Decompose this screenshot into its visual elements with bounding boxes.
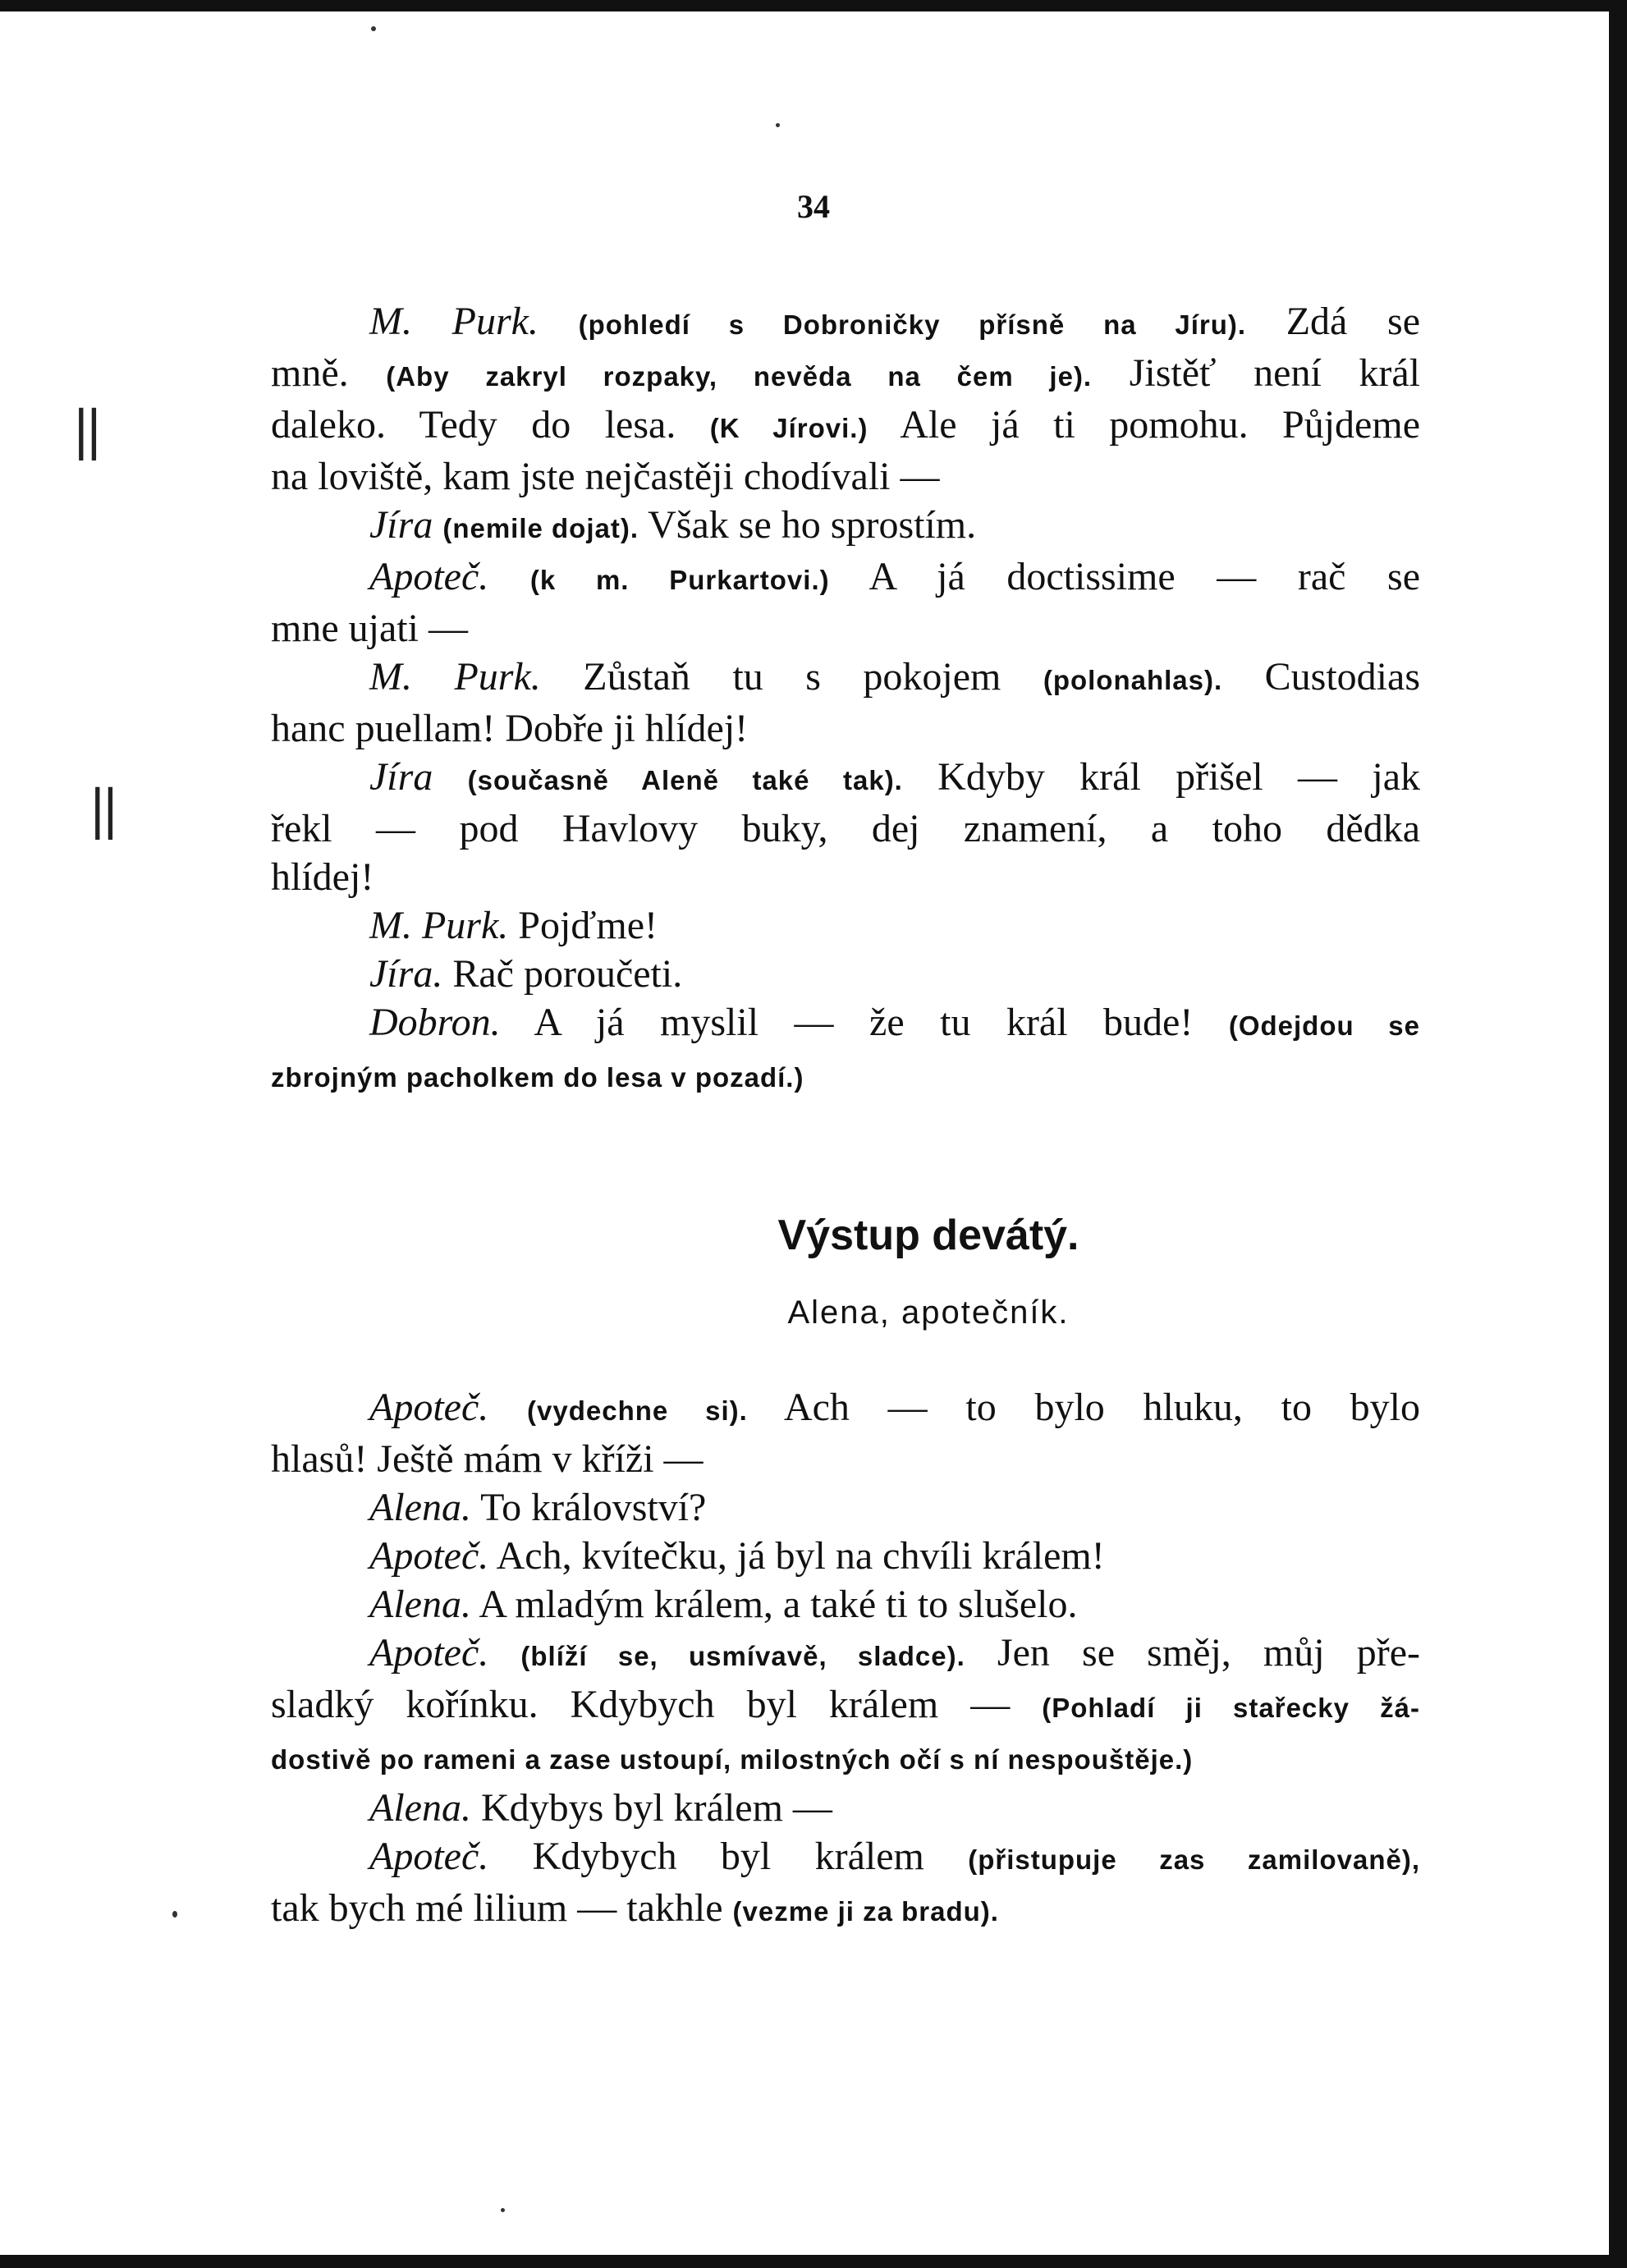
text-line — [271, 1580, 1420, 1629]
speaker-name: Jíra. — [369, 952, 443, 996]
stage-direction: dostivě po rameni a zase ustoupí, milostných očí s ní nespouštěje.) — [271, 1744, 1194, 1775]
line-text: Zdá se — [1246, 300, 1420, 343]
line-text — [488, 1631, 520, 1675]
line-text: A já doctissime — rač se — [829, 555, 1421, 598]
line-text: mne ujati — — [271, 607, 468, 650]
line-text: Custodias — [1222, 655, 1421, 699]
stage-direction: (přistupuje zas zamilovaně), — [968, 1844, 1420, 1875]
line-text: Ach, kvítečku, já byl na chvíli králem! — [488, 1534, 1105, 1578]
line-text: hlasů! Ještě mám v kříži — — [271, 1437, 704, 1481]
dialogue-block-2 — [271, 1383, 1420, 1936]
text-line — [271, 1383, 1420, 1435]
stage-direction: zbrojným pacholkem do lesa v pozadí.) — [271, 1062, 804, 1093]
line-text: mně. — [271, 351, 387, 395]
margin-annotation: || — [89, 780, 115, 841]
speaker-name: Jíra — [369, 503, 433, 547]
line-text: Pojďme! — [508, 904, 658, 947]
text-line — [271, 1680, 1420, 1732]
line-text: A mladým králem, a také ti to slušelo. — [470, 1583, 1078, 1626]
speaker-name: Apoteč. — [369, 1386, 489, 1429]
speaker-name: Apoteč. — [369, 555, 489, 598]
line-text: tak bych mé lilium — takhle — [271, 1886, 733, 1930]
line-text: hlídej! — [271, 855, 374, 899]
text-line — [271, 804, 1420, 853]
stage-direction: (k m. Purkartovi.) — [529, 565, 830, 595]
line-text: Jistěť není král — [1092, 351, 1420, 395]
text-line — [271, 901, 1420, 950]
paper-speck — [371, 26, 376, 31]
line-text: Ach — to bylo hluku, to bylo — [747, 1386, 1421, 1429]
text-line — [271, 1483, 1420, 1532]
speaker-name: M. Purk. — [369, 655, 541, 699]
speaker-name: Alena. — [369, 1583, 471, 1626]
speaker-name: Apoteč. — [369, 1534, 489, 1578]
speaker-name: Apoteč. — [369, 1631, 489, 1675]
text-line — [271, 501, 1420, 552]
line-text — [488, 1386, 527, 1429]
line-text: Rač poroučeti. — [442, 952, 683, 996]
speaker-name: Apoteč. — [369, 1835, 489, 1878]
line-text: A já myslil — že tu král bude! — [500, 1001, 1229, 1044]
paper-speck — [501, 2208, 505, 2212]
stage-direction: (Pohladí ji stařecky žá- — [1042, 1693, 1420, 1723]
text-line — [271, 1050, 1420, 1102]
line-text: Ale já ti pomohu. Půjdeme — [868, 403, 1420, 447]
text-line — [271, 452, 1420, 501]
text-line — [271, 552, 1420, 604]
dialogue-block-1 — [271, 297, 1420, 1102]
text-line — [271, 1629, 1420, 1680]
scene-persons: Alena, apotečník. — [787, 1294, 1070, 1331]
stage-direction: (nemile dojat). — [442, 513, 639, 543]
line-text: daleko. Tedy do lesa. — [271, 403, 710, 447]
text-line — [271, 1832, 1420, 1884]
line-text: řekl — pod Havlovy buky, dej znamení, a toho dědka — [271, 807, 1420, 850]
paper-speck — [776, 123, 780, 127]
margin-annotation: || — [72, 401, 99, 461]
page-number: 34 — [797, 188, 830, 225]
text-line — [271, 1884, 1420, 1936]
speaker-name: M. Purk. — [369, 300, 539, 343]
line-text: Kdybych byl králem — [488, 1835, 969, 1878]
line-text: Zůstaň tu s pokojem — [540, 655, 1043, 699]
text-line — [271, 401, 1420, 452]
text-line — [271, 297, 1420, 349]
line-text: Kdyby král přišel — jak — [902, 755, 1420, 799]
speaker-name: M. Purk. — [369, 904, 509, 947]
text-line — [271, 853, 1420, 901]
text-line — [271, 753, 1420, 804]
stage-direction: (současně Aleně také tak). — [467, 765, 903, 795]
stage-direction: (Aby zakryl rozpaky, nevěda na čem je). — [386, 361, 1093, 392]
speaker-name: Alena. — [369, 1486, 471, 1529]
speaker-name: Jíra — [369, 755, 433, 799]
line-text: Kdybys byl králem — — [470, 1786, 832, 1830]
text-line — [271, 998, 1420, 1050]
stage-direction: (polonahlas). — [1043, 665, 1223, 695]
line-text: hanc puellam! Dobře ji hlídej! — [271, 707, 749, 750]
text-line — [271, 653, 1420, 704]
stage-direction: (blíží se, usmívavě, sladce). — [520, 1641, 965, 1671]
line-text — [539, 300, 579, 343]
text-line — [271, 950, 1420, 998]
line-text — [433, 503, 442, 547]
line-text — [433, 755, 467, 799]
line-text: To království? — [470, 1486, 707, 1529]
text-line — [271, 1784, 1420, 1832]
paper-speck — [172, 1911, 177, 1917]
line-text: Však se ho sprostím. — [639, 503, 977, 547]
speaker-name: Dobron. — [369, 1001, 501, 1044]
stage-direction: (vydechne si). — [527, 1395, 748, 1426]
line-text: na loviště, kam jste nejčastěji chodívali — — [271, 455, 940, 498]
line-text: sladký kořínku. Kdybych byl králem — — [271, 1683, 1043, 1726]
text-line — [271, 604, 1420, 653]
text-line — [271, 1435, 1420, 1483]
text-line — [271, 1732, 1420, 1784]
stage-direction: (pohledí s Dobroničky přísně na Jíru). — [578, 309, 1247, 340]
line-text: Jen se směj, můj pře- — [965, 1631, 1420, 1675]
text-line — [271, 1532, 1420, 1580]
stage-direction: (Odejdou se — [1228, 1010, 1420, 1041]
text-line — [271, 704, 1420, 753]
scene-title: Výstup devátý. — [777, 1212, 1079, 1259]
speaker-name: Alena. — [369, 1786, 471, 1830]
text-line — [271, 349, 1420, 401]
line-text — [488, 555, 530, 598]
stage-direction: (K Jírovi.) — [709, 413, 868, 443]
stage-direction: (vezme ji za bradu). — [732, 1896, 999, 1927]
